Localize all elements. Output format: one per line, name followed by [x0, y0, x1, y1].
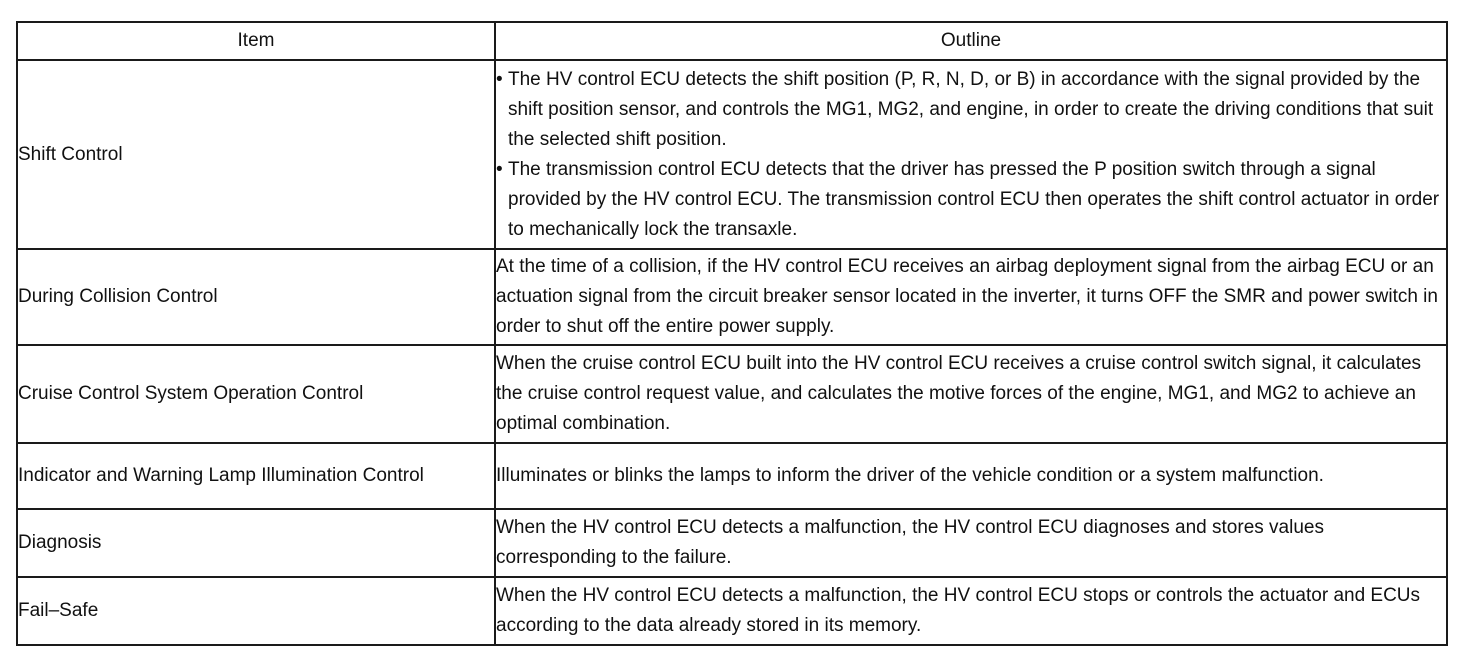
row-item-diagnosis: Diagnosis	[17, 509, 495, 577]
table-row	[17, 60, 1447, 249]
row-outline-during-collision-control: At the time of a collision, if the HV control ECU receives an airbag deployment signal from the airbag ECU or an actuation signal from the circuit breaker sensor located in the inverter, it turns OFF the SMR and power switch in order to shut off the entire power supply.	[495, 249, 1447, 345]
column-header-item: Item	[17, 22, 495, 60]
row-item-shift-control: Shift Control	[17, 60, 495, 249]
row-item-fail-safe: Fail–Safe	[17, 577, 495, 645]
bullet-text: The transmission control ECU detects that the driver has pressed the P position switch through a signal provided by the HV control ECU. The transmission control ECU then operates the shift control actuator in order to mechanically lock the transaxle.	[508, 158, 1440, 240]
row-item-cruise-control: Cruise Control System Operation Control	[17, 345, 495, 443]
list-item	[496, 65, 1446, 155]
bullet-icon: •	[496, 158, 503, 180]
hv-control-ecu-functions-table	[16, 21, 1448, 646]
row-outline-diagnosis: When the HV control ECU detects a malfunction, the HV control ECU diagnoses and stores values corresponding to the failure.	[495, 509, 1447, 577]
row-outline-indicator-warning-lamp: Illuminates or blinks the lamps to inform the driver of the vehicle condition or a system malfunction.	[495, 443, 1447, 509]
bullet-icon: •	[496, 68, 503, 90]
table-header-row	[17, 22, 1447, 60]
table-row	[17, 509, 1447, 577]
table-row	[17, 577, 1447, 645]
column-header-outline: Outline	[495, 22, 1447, 60]
table-row	[17, 443, 1447, 509]
row-outline-cruise-control: When the cruise control ECU built into the HV control ECU receives a cruise control switch signal, it calculates the cruise control request value, and calculates the motive forces of the engine, MG1, and MG2 to achieve an optimal combination.	[495, 345, 1447, 443]
row-item-indicator-warning-lamp: Indicator and Warning Lamp Illumination Control	[17, 443, 495, 509]
bullet-list	[496, 65, 1446, 245]
list-item	[496, 155, 1446, 245]
row-outline-shift-control	[495, 60, 1447, 249]
row-item-during-collision-control: During Collision Control	[17, 249, 495, 345]
table-row	[17, 345, 1447, 443]
row-outline-fail-safe: When the HV control ECU detects a malfunction, the HV control ECU stops or controls the actuator and ECUs according to the data already stored in its memory.	[495, 577, 1447, 645]
table-row	[17, 249, 1447, 345]
bullet-text: The HV control ECU detects the shift position (P, R, N, D, or B) in accordance with the signal provided by the shift position sensor, and controls the MG1, MG2, and engine, in order to create the driving conditions that suit the selected shift position.	[508, 68, 1434, 150]
